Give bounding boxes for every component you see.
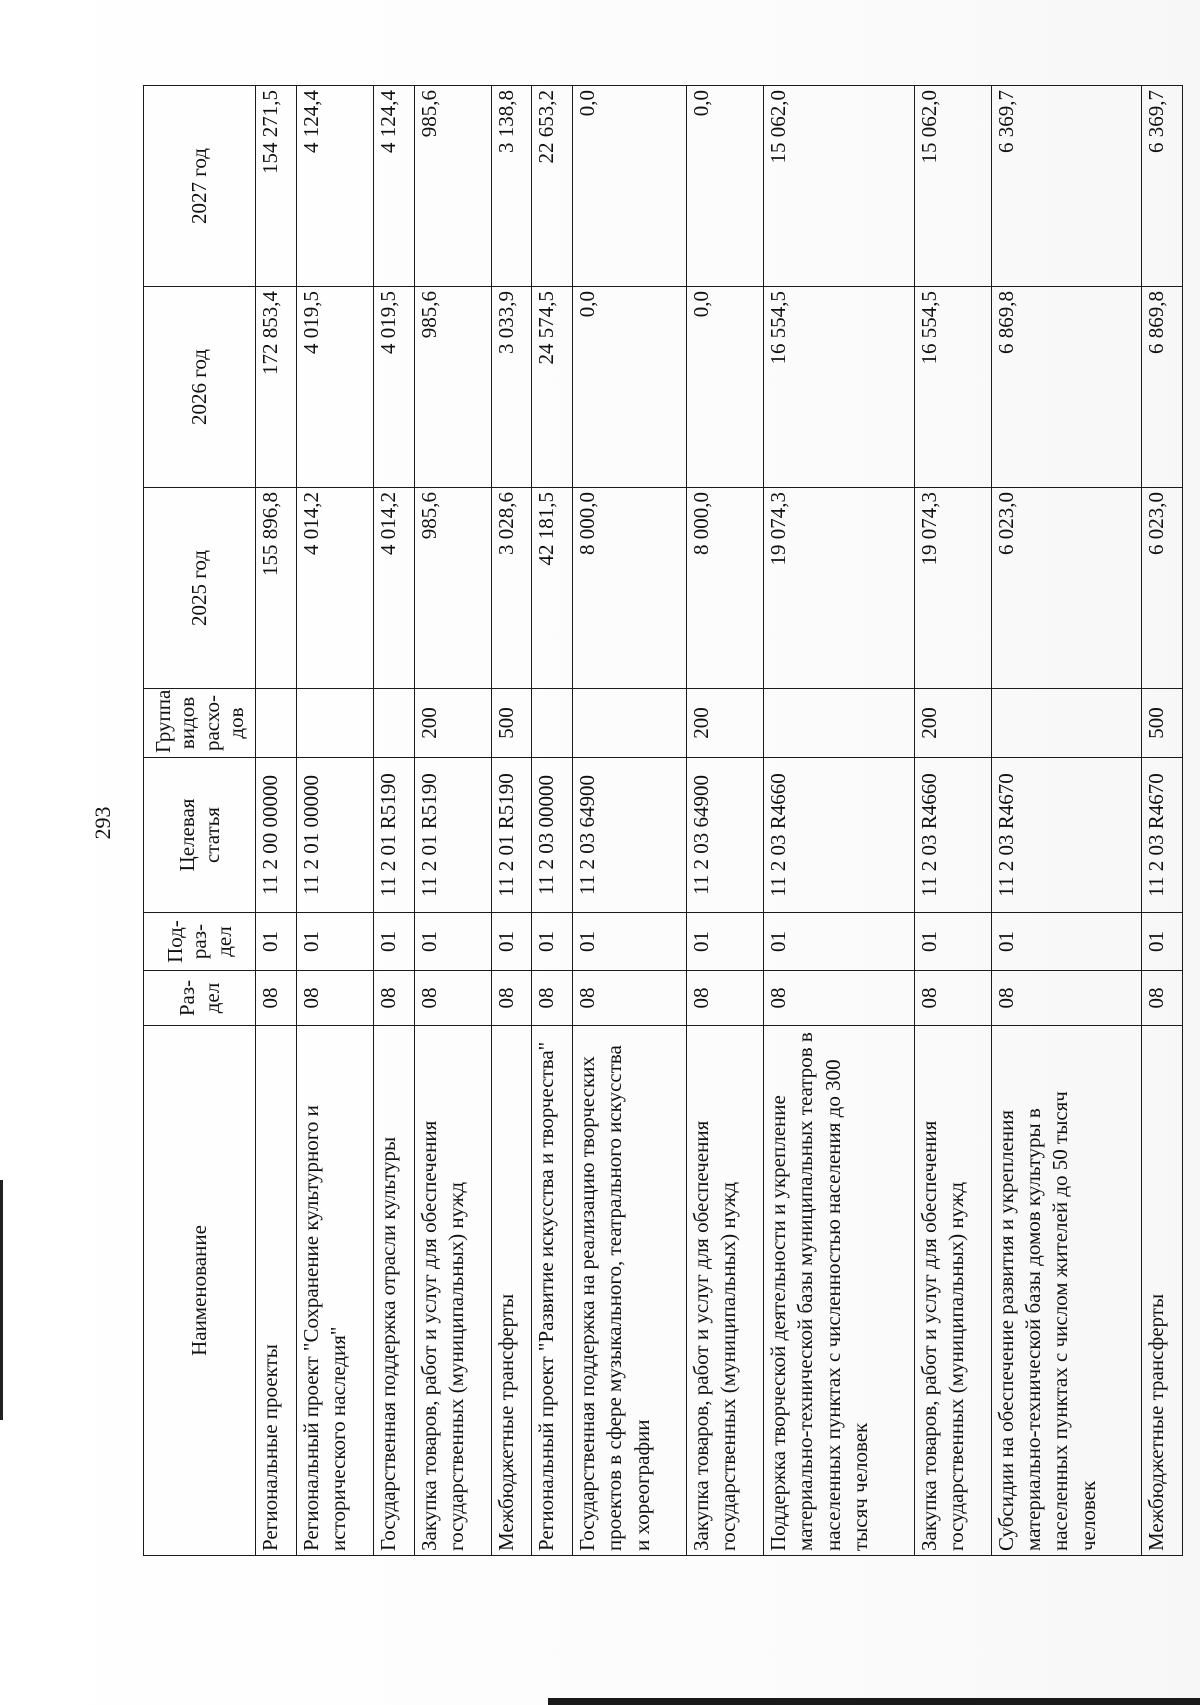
cell-2027: 985,6 bbox=[414, 86, 491, 287]
cell-name: Межбюджетные трансферты bbox=[1142, 1026, 1183, 1556]
cell-gruppa bbox=[573, 689, 687, 758]
cell-2025: 3 028,6 bbox=[491, 488, 532, 689]
cell-podrazdel: 01 bbox=[686, 913, 763, 971]
table-row bbox=[256, 86, 297, 1556]
cell-gruppa bbox=[296, 689, 373, 758]
cell-2027: 3 138,8 bbox=[491, 86, 532, 287]
cell-podrazdel: 01 bbox=[914, 913, 991, 971]
cell-2026: 985,6 bbox=[414, 287, 491, 488]
cell-razdel: 08 bbox=[991, 971, 1141, 1026]
cell-name: Субсидии на обеспечение развития и укрепления материально-технической базы домов культуры в населенных пунктах с числом жителей до 50 тысяч человек bbox=[991, 1026, 1141, 1556]
header-podrazdel: Под- раз- дел bbox=[144, 913, 256, 971]
cell-podrazdel: 01 bbox=[532, 913, 573, 971]
cell-podrazdel: 01 bbox=[414, 913, 491, 971]
cell-gruppa bbox=[532, 689, 573, 758]
cell-podrazdel: 01 bbox=[764, 913, 914, 971]
cell-2026: 3 033,9 bbox=[491, 287, 532, 488]
cell-statya: 11 2 01 00000 bbox=[296, 758, 373, 913]
header-statya: Целевая статья bbox=[144, 758, 256, 913]
scan-edge-mark bbox=[0, 1180, 3, 1420]
cell-razdel: 08 bbox=[296, 971, 373, 1026]
cell-2025: 985,6 bbox=[414, 488, 491, 689]
cell-2026: 6 869,8 bbox=[991, 287, 1141, 488]
table-row bbox=[1142, 86, 1183, 1556]
header-2026: 2026 год bbox=[144, 287, 256, 488]
cell-name: Региональные проекты bbox=[256, 1026, 297, 1556]
cell-2026: 16 554,5 bbox=[764, 287, 914, 488]
table-row bbox=[373, 86, 414, 1556]
cell-gruppa: 200 bbox=[414, 689, 491, 758]
cell-statya: 11 2 00 00000 bbox=[256, 758, 297, 913]
rotated-table-frame bbox=[143, 86, 1183, 1556]
cell-statya: 11 2 01 R5190 bbox=[414, 758, 491, 913]
cell-gruppa: 200 bbox=[686, 689, 763, 758]
cell-2025: 8 000,0 bbox=[686, 488, 763, 689]
cell-razdel: 08 bbox=[573, 971, 687, 1026]
cell-statya: 11 2 01 R5190 bbox=[373, 758, 414, 913]
table-row bbox=[532, 86, 573, 1556]
page-number: 293 bbox=[90, 806, 115, 840]
cell-podrazdel: 01 bbox=[296, 913, 373, 971]
cell-statya: 11 2 03 R4660 bbox=[764, 758, 914, 913]
cell-2027: 15 062,0 bbox=[914, 86, 991, 287]
table-header-row bbox=[144, 86, 256, 1556]
table-row bbox=[491, 86, 532, 1556]
cell-name: Поддержка творческой деятельности и укрепление материально-технической базы муниципальных театров в населенных пунктах с численностью населения до 300 тысяч человек bbox=[764, 1026, 914, 1556]
table-row bbox=[764, 86, 914, 1556]
cell-razdel: 08 bbox=[491, 971, 532, 1026]
cell-gruppa bbox=[256, 689, 297, 758]
cell-name: Закупка товаров, работ и услуг для обеспечения государственных (муниципальных) нужд bbox=[414, 1026, 491, 1556]
cell-razdel: 08 bbox=[914, 971, 991, 1026]
cell-2026: 4 019,5 bbox=[373, 287, 414, 488]
cell-2027: 15 062,0 bbox=[764, 86, 914, 287]
cell-razdel: 08 bbox=[764, 971, 914, 1026]
cell-2025: 6 023,0 bbox=[991, 488, 1141, 689]
budget-table bbox=[143, 85, 1183, 1556]
cell-name: Региональный проект "Развитие искусства и творчества" bbox=[532, 1026, 573, 1556]
cell-razdel: 08 bbox=[1142, 971, 1183, 1026]
cell-razdel: 08 bbox=[373, 971, 414, 1026]
cell-2025: 19 074,3 bbox=[764, 488, 914, 689]
cell-2025: 4 014,2 bbox=[296, 488, 373, 689]
cell-name: Государственная поддержка на реализацию творческих проектов в сфере музыкального, театрального искусства и хореографии bbox=[573, 1026, 687, 1556]
cell-statya: 11 2 03 R4670 bbox=[991, 758, 1141, 913]
header-name: Наименование bbox=[144, 1026, 256, 1556]
cell-2026: 172 853,4 bbox=[256, 287, 297, 488]
cell-name: Региональный проект "Сохранение культурного и исторического наследия" bbox=[296, 1026, 373, 1556]
cell-2026: 0,0 bbox=[686, 287, 763, 488]
cell-2027: 4 124,4 bbox=[296, 86, 373, 287]
cell-statya: 11 2 03 R4670 bbox=[1142, 758, 1183, 913]
cell-statya: 11 2 03 64900 bbox=[573, 758, 687, 913]
cell-gruppa bbox=[373, 689, 414, 758]
table-row bbox=[414, 86, 491, 1556]
cell-name: Государственная поддержка отрасли культуры bbox=[373, 1026, 414, 1556]
table-row bbox=[991, 86, 1141, 1556]
cell-podrazdel: 01 bbox=[373, 913, 414, 971]
cell-2026: 4 019,5 bbox=[296, 287, 373, 488]
cell-statya: 11 2 03 R4660 bbox=[914, 758, 991, 913]
cell-2026: 6 869,8 bbox=[1142, 287, 1183, 488]
cell-2027: 154 271,5 bbox=[256, 86, 297, 287]
cell-razdel: 08 bbox=[414, 971, 491, 1026]
cell-name: Закупка товаров, работ и услуг для обеспечения государственных (муниципальных) нужд bbox=[914, 1026, 991, 1556]
cell-name: Межбюджетные трансферты bbox=[491, 1026, 532, 1556]
header-razdel: Раз- дел bbox=[144, 971, 256, 1026]
cell-2027: 0,0 bbox=[573, 86, 687, 287]
cell-razdel: 08 bbox=[532, 971, 573, 1026]
header-2025: 2025 год bbox=[144, 488, 256, 689]
cell-statya: 11 2 03 00000 bbox=[532, 758, 573, 913]
cell-podrazdel: 01 bbox=[491, 913, 532, 971]
cell-statya: 11 2 03 64900 bbox=[686, 758, 763, 913]
table-body bbox=[256, 86, 1183, 1556]
cell-statya: 11 2 01 R5190 bbox=[491, 758, 532, 913]
scan-bottom-edge bbox=[548, 1698, 1200, 1705]
cell-2025: 4 014,2 bbox=[373, 488, 414, 689]
cell-gruppa bbox=[764, 689, 914, 758]
cell-gruppa: 500 bbox=[491, 689, 532, 758]
cell-2027: 4 124,4 bbox=[373, 86, 414, 287]
table-row bbox=[296, 86, 373, 1556]
table-row bbox=[914, 86, 991, 1556]
cell-2027: 0,0 bbox=[686, 86, 763, 287]
cell-2027: 6 369,7 bbox=[991, 86, 1141, 287]
cell-2026: 0,0 bbox=[573, 287, 687, 488]
cell-podrazdel: 01 bbox=[991, 913, 1141, 971]
cell-2025: 19 074,3 bbox=[914, 488, 991, 689]
cell-podrazdel: 01 bbox=[1142, 913, 1183, 971]
cell-2026: 24 574,5 bbox=[532, 287, 573, 488]
cell-2025: 8 000,0 bbox=[573, 488, 687, 689]
cell-podrazdel: 01 bbox=[573, 913, 687, 971]
header-gruppa: Группа видов расхо- дов bbox=[144, 689, 256, 758]
cell-razdel: 08 bbox=[256, 971, 297, 1026]
cell-2025: 6 023,0 bbox=[1142, 488, 1183, 689]
cell-2026: 16 554,5 bbox=[914, 287, 991, 488]
cell-gruppa: 500 bbox=[1142, 689, 1183, 758]
rotated-table bbox=[143, 86, 1183, 1556]
table-row bbox=[686, 86, 763, 1556]
cell-2025: 155 896,8 bbox=[256, 488, 297, 689]
cell-razdel: 08 bbox=[686, 971, 763, 1026]
cell-gruppa: 200 bbox=[914, 689, 991, 758]
cell-name: Закупка товаров, работ и услуг для обеспечения государственных (муниципальных) нужд bbox=[686, 1026, 763, 1556]
table-row bbox=[573, 86, 687, 1556]
cell-2027: 6 369,7 bbox=[1142, 86, 1183, 287]
cell-2027: 22 653,2 bbox=[532, 86, 573, 287]
cell-podrazdel: 01 bbox=[256, 913, 297, 971]
cell-2025: 42 181,5 bbox=[532, 488, 573, 689]
cell-gruppa bbox=[991, 689, 1141, 758]
header-2027: 2027 год bbox=[144, 86, 256, 287]
